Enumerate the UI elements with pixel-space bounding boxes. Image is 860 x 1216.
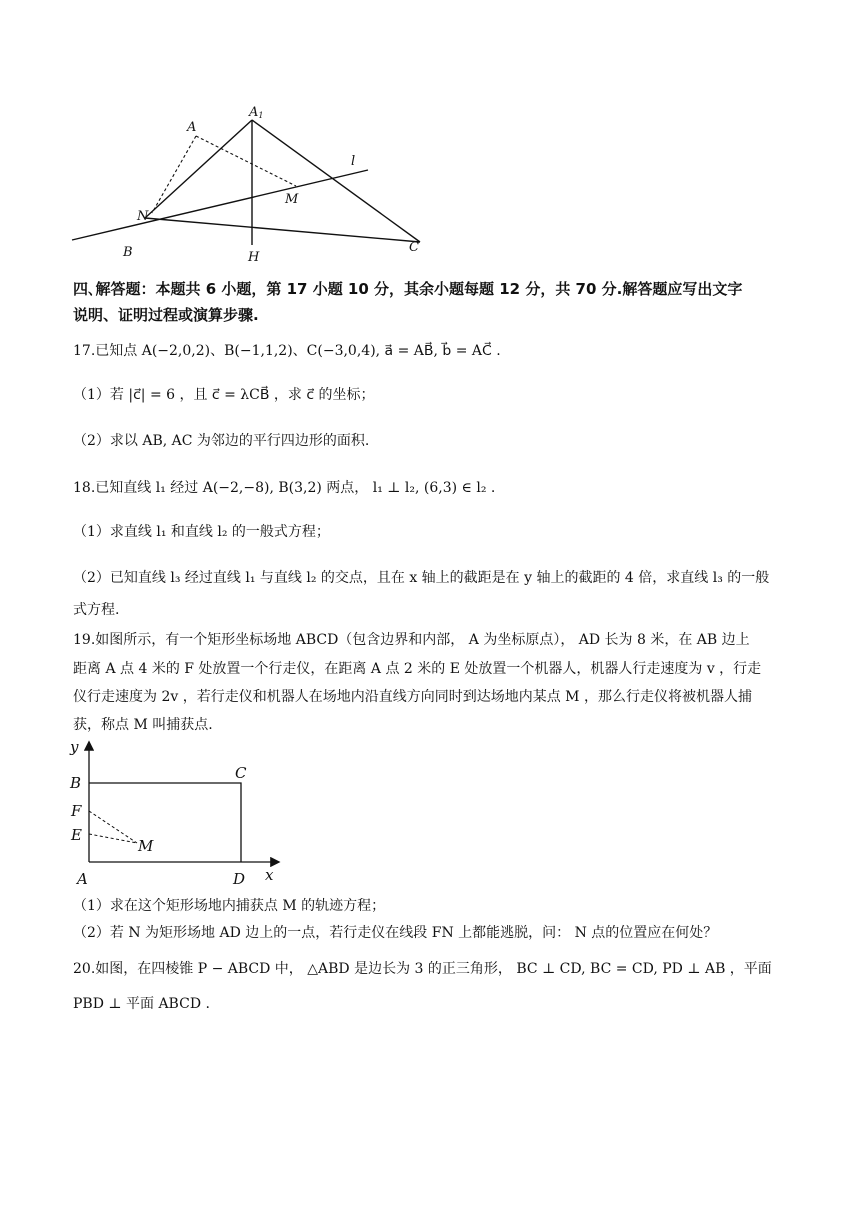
q19-line3: 仪行走速度为 2v ，若行走仪和机器人在场地内沿直线方向同时到达场地内某点 M ，那么行走仪将被机器人捕 — [73, 689, 752, 705]
segment-A1-B — [145, 120, 252, 218]
label-C: C — [409, 240, 419, 255]
q17-part1: （1）若 |c⃗| = 6 ，且 c⃗ = λCB⃗ ，求 c⃗ 的坐标； — [73, 387, 375, 403]
label-A2: A — [77, 870, 88, 888]
section-heading-line2: 说明、证明过程或演算步骤. — [73, 306, 259, 324]
q19-line2: 距离 A 点 4 米的 F 处放置一个行走仪，在距离 A 点 2 米的 E 处放置一个机器人，机器人行走速度为 v ，行走 — [73, 661, 762, 677]
label-F: F — [71, 802, 82, 820]
label-A1: A1 — [249, 105, 264, 120]
segment-B-C — [145, 218, 420, 242]
label-M2: M — [138, 837, 154, 855]
label-x: x — [265, 866, 274, 884]
dashed-A-M — [196, 136, 296, 186]
label-M: M — [285, 192, 299, 207]
q20-line1: 20.如图，在四棱锥 P − ABCD 中， △ABD 是边长为 3 的正三角形， BC ⊥ CD, BC = CD, PD ⊥ AB ，平面 — [73, 961, 772, 977]
label-B2: B — [70, 774, 82, 792]
q19-line4: 获，称点 M 叫捕获点. — [73, 717, 213, 733]
label-N: N — [137, 209, 149, 224]
q17-part2: （2）求以 AB, AC 为邻边的平行四边形的面积. — [73, 433, 370, 449]
q19-line1: 19.如图所示，有一个矩形坐标场地 ABCD（包含边界和内部， A 为坐标原点）， AD 长为 8 米，在 AB 边上 — [73, 632, 750, 648]
rectangle-ABCD — [89, 783, 241, 862]
dashed-E-M — [89, 834, 137, 843]
q17-stem: 17.已知点 A(−2,0,2)、B(−1,1,2)、C(−3,0,4), a⃗ = AB⃗, b⃗ = AC⃗ . — [73, 343, 501, 359]
q18-part2-line1: （2）已知直线 l₃ 经过直线 l₁ 与直线 l₂ 的交点，且在 x 轴上的截距是在 y 轴上的截距的 4 倍，求直线 l₃ 的一般 — [73, 570, 770, 586]
q18-part2-line2: 式方程. — [73, 602, 120, 618]
label-y: y — [70, 738, 79, 756]
label-E: E — [71, 826, 82, 844]
line-l — [72, 170, 368, 240]
q19-part1: （1）求在这个矩形场地内捕获点 M 的轨迹方程； — [73, 898, 386, 914]
q18-stem: 18.已知直线 l₁ 经过 A(−2,−8), B(3,2) 两点， l₁ ⊥ l₂, (6,3) ∈ l₂ . — [73, 480, 496, 496]
label-C2: C — [235, 764, 247, 782]
dashed-A-N — [152, 136, 196, 213]
label-A: A — [187, 120, 197, 135]
label-l: l — [351, 154, 356, 169]
label-H: H — [248, 250, 260, 265]
label-B: B — [123, 245, 133, 260]
label-D: D — [233, 870, 246, 888]
q20-line2: PBD ⊥ 平面 ABCD . — [73, 996, 210, 1012]
geometry-figure-1 — [60, 95, 440, 270]
q19-part2: （2）若 N 为矩形场地 AD 边上的一点，若行走仪在线段 FN 上都能逃脱，问： N 点的位置应在何处？ — [73, 925, 718, 941]
q18-part1: （1）求直线 l₁ 和直线 l₂ 的一般式方程； — [73, 524, 330, 540]
segment-A1-C — [252, 120, 420, 242]
rectangle-field-figure — [60, 735, 290, 890]
section-heading-line1: 四､解答题：本题共 6 小题，第 17 小题 10 分，其余小题每题 12 分，共 70 分.解答题应写出文字 — [73, 280, 743, 298]
